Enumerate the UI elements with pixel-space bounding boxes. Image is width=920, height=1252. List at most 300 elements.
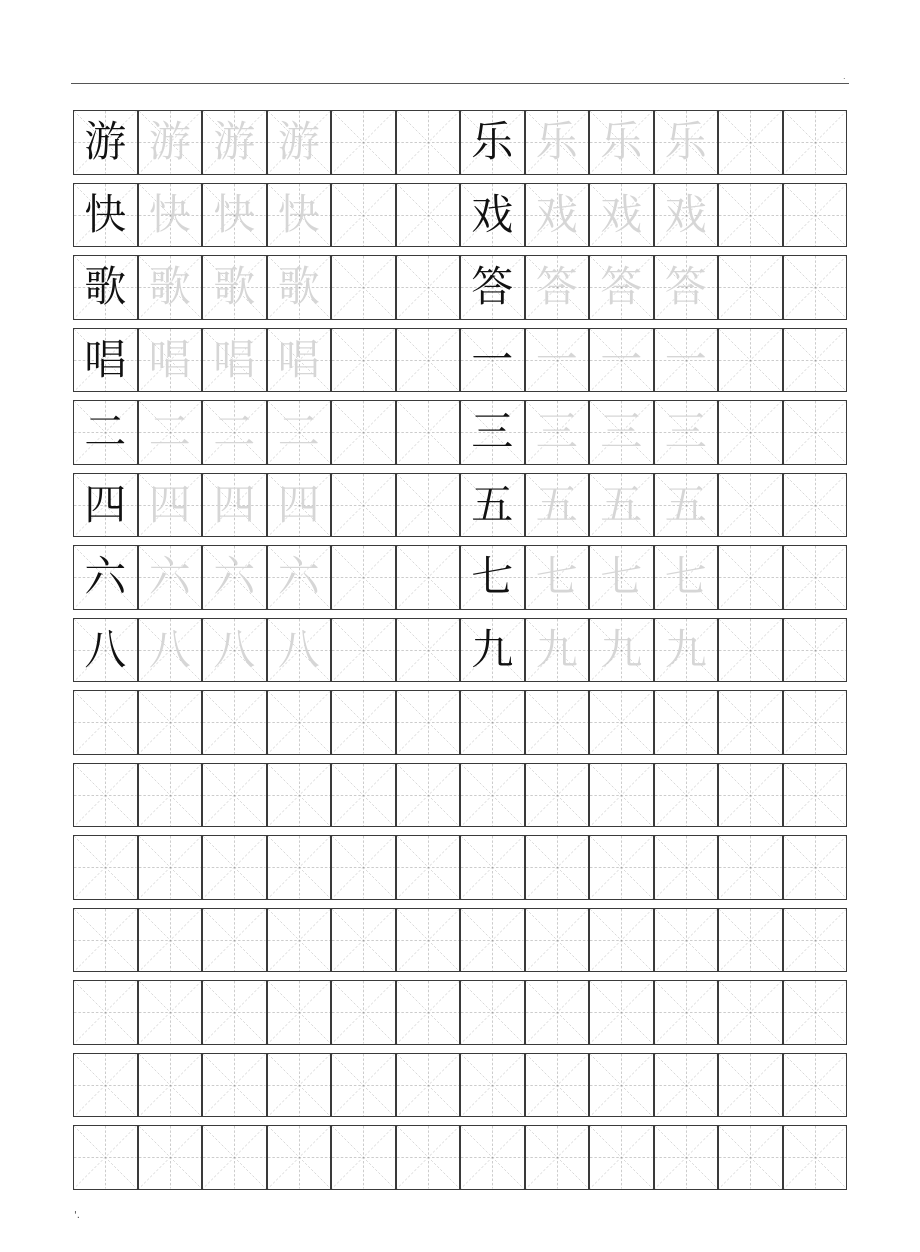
trace-character-cell [654, 690, 719, 755]
model-character-cell [460, 545, 525, 610]
trace-character: 九 [600, 624, 643, 674]
trace-character-cell [525, 690, 590, 755]
grid-guide-lines [526, 1054, 589, 1117]
grid-guide-lines [590, 981, 653, 1044]
model-character-cell [460, 980, 525, 1045]
blank-practice-cell [396, 980, 461, 1045]
trace-character-cell [138, 690, 203, 755]
blank-practice-cell [718, 545, 783, 610]
grid-guide-lines [332, 401, 395, 464]
grid-guide-lines [461, 764, 524, 827]
worksheet-row [73, 835, 847, 900]
grid-guide-lines [590, 691, 653, 754]
trace-character-cell [589, 908, 654, 973]
model-character-cell [73, 690, 138, 755]
trace-character-cell [525, 1125, 590, 1190]
grid-guide-lines [784, 256, 847, 319]
grid-guide-lines [397, 836, 460, 899]
grid-guide-lines [590, 1126, 653, 1189]
trace-character: 四 [277, 479, 320, 529]
model-character: 五 [471, 479, 514, 529]
trace-character: 戏 [535, 189, 578, 239]
trace-character: 八 [277, 624, 320, 674]
trace-character: 八 [148, 624, 191, 674]
trace-character-cell [654, 400, 719, 465]
trace-character-cell [525, 835, 590, 900]
grid-guide-lines [203, 836, 266, 899]
grid-guide-lines [719, 909, 782, 972]
trace-character-cell [202, 473, 267, 538]
model-character-cell [460, 763, 525, 828]
header-mark: . [843, 72, 846, 81]
grid-guide-lines [719, 764, 782, 827]
blank-practice-cell [396, 1125, 461, 1190]
trace-character-cell [525, 1053, 590, 1118]
trace-character-cell [202, 545, 267, 610]
trace-character-cell [138, 183, 203, 248]
trace-character-cell [202, 980, 267, 1045]
grid-guide-lines [784, 619, 847, 682]
trace-character-cell [267, 255, 332, 320]
trace-character: 四 [148, 479, 191, 529]
grid-guide-lines [397, 619, 460, 682]
trace-character: 一 [535, 334, 578, 384]
grid-guide-lines [332, 619, 395, 682]
blank-practice-cell [331, 110, 396, 175]
blank-practice-cell [718, 1053, 783, 1118]
model-character-cell [73, 1053, 138, 1118]
trace-character: 唱 [148, 334, 191, 384]
worksheet-row [73, 473, 847, 538]
trace-character: 二 [277, 407, 320, 457]
grid-guide-lines [719, 1054, 782, 1117]
trace-character-cell [138, 618, 203, 683]
trace-character-cell [589, 328, 654, 393]
trace-character-cell [589, 183, 654, 248]
trace-character: 答 [600, 262, 643, 312]
blank-practice-cell [718, 400, 783, 465]
trace-character: 歌 [277, 262, 320, 312]
model-character: 一 [471, 334, 514, 384]
blank-practice-cell [718, 763, 783, 828]
trace-character: 乐 [600, 117, 643, 167]
blank-practice-cell [396, 690, 461, 755]
trace-character: 乐 [664, 117, 707, 167]
grid-guide-lines [461, 836, 524, 899]
model-character-cell [460, 618, 525, 683]
trace-character: 一 [600, 334, 643, 384]
trace-character-cell [202, 763, 267, 828]
grid-guide-lines [268, 836, 331, 899]
blank-practice-cell [396, 1053, 461, 1118]
grid-guide-lines [655, 909, 718, 972]
grid-guide-lines [655, 1126, 718, 1189]
trace-character-cell [654, 110, 719, 175]
model-character: 八 [84, 624, 127, 674]
trace-character-cell [138, 328, 203, 393]
trace-character-cell [525, 908, 590, 973]
trace-character-cell [267, 763, 332, 828]
grid-guide-lines [719, 401, 782, 464]
blank-practice-cell [718, 908, 783, 973]
grid-guide-lines [461, 691, 524, 754]
trace-character: 歌 [148, 262, 191, 312]
grid-guide-lines [397, 401, 460, 464]
blank-practice-cell [396, 473, 461, 538]
worksheet-row [73, 255, 847, 320]
grid-guide-lines [74, 1126, 137, 1189]
grid-guide-lines [719, 329, 782, 392]
grid-guide-lines [74, 691, 137, 754]
writing-worksheet [73, 110, 847, 1198]
grid-guide-lines [74, 836, 137, 899]
trace-character-cell [202, 1053, 267, 1118]
grid-guide-lines [784, 329, 847, 392]
trace-character-cell [138, 980, 203, 1045]
blank-practice-cell [783, 1125, 848, 1190]
grid-guide-lines [139, 1054, 202, 1117]
grid-guide-lines [332, 111, 395, 174]
grid-guide-lines [332, 256, 395, 319]
model-character-cell [460, 1053, 525, 1118]
worksheet-row [73, 328, 847, 393]
blank-practice-cell [783, 618, 848, 683]
trace-character: 快 [148, 189, 191, 239]
trace-character-cell [525, 110, 590, 175]
blank-practice-cell [396, 110, 461, 175]
trace-character-cell [267, 835, 332, 900]
trace-character-cell [267, 183, 332, 248]
blank-practice-cell [718, 835, 783, 900]
trace-character: 四 [213, 479, 256, 529]
trace-character-cell [525, 980, 590, 1045]
trace-character-cell [138, 1125, 203, 1190]
blank-practice-cell [396, 328, 461, 393]
blank-practice-cell [783, 400, 848, 465]
trace-character: 乐 [535, 117, 578, 167]
grid-guide-lines [332, 329, 395, 392]
model-character-cell [73, 980, 138, 1045]
grid-guide-lines [203, 691, 266, 754]
blank-practice-cell [396, 835, 461, 900]
trace-character: 九 [664, 624, 707, 674]
grid-guide-lines [655, 764, 718, 827]
grid-guide-lines [397, 111, 460, 174]
trace-character-cell [589, 980, 654, 1045]
grid-guide-lines [203, 1126, 266, 1189]
grid-guide-lines [719, 256, 782, 319]
trace-character-cell [267, 618, 332, 683]
trace-character: 歌 [213, 262, 256, 312]
grid-guide-lines [461, 909, 524, 972]
trace-character-cell [202, 835, 267, 900]
worksheet-row [73, 110, 847, 175]
grid-guide-lines [526, 981, 589, 1044]
worksheet-row [73, 183, 847, 248]
trace-character-cell [138, 545, 203, 610]
grid-guide-lines [784, 764, 847, 827]
trace-character: 快 [213, 189, 256, 239]
grid-guide-lines [655, 691, 718, 754]
trace-character-cell [525, 618, 590, 683]
blank-practice-cell [783, 255, 848, 320]
grid-guide-lines [397, 184, 460, 247]
grid-guide-lines [784, 981, 847, 1044]
trace-character-cell [589, 835, 654, 900]
model-character-cell [460, 183, 525, 248]
grid-guide-lines [526, 836, 589, 899]
grid-guide-lines [526, 691, 589, 754]
trace-character-cell [138, 110, 203, 175]
trace-character-cell [525, 473, 590, 538]
blank-practice-cell [783, 473, 848, 538]
trace-character: 游 [213, 117, 256, 167]
blank-practice-cell [396, 183, 461, 248]
trace-character-cell [202, 690, 267, 755]
grid-guide-lines [784, 1126, 847, 1189]
grid-guide-lines [655, 836, 718, 899]
worksheet-row [73, 1053, 847, 1118]
trace-character-cell [525, 545, 590, 610]
trace-character-cell [138, 835, 203, 900]
model-character-cell [73, 545, 138, 610]
blank-practice-cell [331, 835, 396, 900]
trace-character: 答 [664, 262, 707, 312]
grid-guide-lines [719, 691, 782, 754]
grid-guide-lines [397, 256, 460, 319]
blank-practice-cell [783, 763, 848, 828]
trace-character-cell [589, 255, 654, 320]
blank-practice-cell [718, 690, 783, 755]
blank-practice-cell [331, 618, 396, 683]
trace-character: 唱 [277, 334, 320, 384]
trace-character: 三 [664, 407, 707, 457]
trace-character-cell [654, 328, 719, 393]
model-character-cell [73, 908, 138, 973]
trace-character-cell [267, 400, 332, 465]
grid-guide-lines [719, 1126, 782, 1189]
blank-practice-cell [331, 400, 396, 465]
grid-guide-lines [719, 546, 782, 609]
grid-guide-lines [397, 909, 460, 972]
trace-character-cell [138, 763, 203, 828]
trace-character: 游 [277, 117, 320, 167]
trace-character: 七 [535, 552, 578, 602]
trace-character: 七 [600, 552, 643, 602]
grid-guide-lines [268, 764, 331, 827]
grid-guide-lines [332, 981, 395, 1044]
model-character-cell [73, 400, 138, 465]
grid-guide-lines [268, 1126, 331, 1189]
trace-character: 答 [535, 262, 578, 312]
footer-mark: '. [74, 1210, 80, 1221]
model-character-cell [460, 690, 525, 755]
trace-character-cell [654, 763, 719, 828]
trace-character: 二 [148, 407, 191, 457]
blank-practice-cell [783, 980, 848, 1045]
model-character-cell [73, 110, 138, 175]
grid-guide-lines [74, 909, 137, 972]
trace-character-cell [589, 400, 654, 465]
trace-character: 三 [600, 407, 643, 457]
grid-guide-lines [397, 329, 460, 392]
blank-practice-cell [783, 328, 848, 393]
trace-character-cell [138, 255, 203, 320]
blank-practice-cell [331, 473, 396, 538]
model-character-cell [460, 835, 525, 900]
blank-practice-cell [331, 1053, 396, 1118]
grid-guide-lines [203, 1054, 266, 1117]
blank-practice-cell [396, 545, 461, 610]
blank-practice-cell [331, 545, 396, 610]
grid-guide-lines [784, 184, 847, 247]
grid-guide-lines [784, 546, 847, 609]
grid-guide-lines [268, 1054, 331, 1117]
trace-character: 游 [148, 117, 191, 167]
worksheet-row [73, 908, 847, 973]
grid-guide-lines [268, 691, 331, 754]
model-character-cell [73, 835, 138, 900]
blank-practice-cell [396, 255, 461, 320]
trace-character: 六 [277, 552, 320, 602]
grid-guide-lines [784, 836, 847, 899]
trace-character-cell [267, 1053, 332, 1118]
trace-character-cell [525, 328, 590, 393]
grid-guide-lines [590, 836, 653, 899]
model-character-cell [460, 328, 525, 393]
blank-practice-cell [718, 183, 783, 248]
grid-guide-lines [590, 764, 653, 827]
blank-practice-cell [331, 1125, 396, 1190]
blank-practice-cell [783, 1053, 848, 1118]
grid-guide-lines [139, 981, 202, 1044]
grid-guide-lines [784, 691, 847, 754]
grid-guide-lines [332, 1126, 395, 1189]
grid-guide-lines [74, 1054, 137, 1117]
grid-guide-lines [461, 1054, 524, 1117]
blank-practice-cell [783, 690, 848, 755]
grid-guide-lines [332, 546, 395, 609]
trace-character-cell [202, 908, 267, 973]
grid-guide-lines [268, 981, 331, 1044]
trace-character: 唱 [213, 334, 256, 384]
trace-character-cell [654, 1125, 719, 1190]
blank-practice-cell [783, 908, 848, 973]
worksheet-row [73, 980, 847, 1045]
model-character-cell [73, 473, 138, 538]
model-character: 答 [471, 262, 514, 312]
trace-character: 七 [664, 552, 707, 602]
blank-practice-cell [331, 328, 396, 393]
model-character: 二 [84, 407, 127, 457]
grid-guide-lines [655, 1054, 718, 1117]
grid-guide-lines [332, 1054, 395, 1117]
blank-practice-cell [783, 545, 848, 610]
trace-character-cell [267, 545, 332, 610]
blank-practice-cell [331, 763, 396, 828]
model-character-cell [460, 110, 525, 175]
trace-character-cell [202, 618, 267, 683]
grid-guide-lines [332, 691, 395, 754]
blank-practice-cell [783, 835, 848, 900]
trace-character-cell [138, 473, 203, 538]
header-rule [71, 83, 849, 84]
blank-practice-cell [783, 110, 848, 175]
blank-practice-cell [718, 618, 783, 683]
trace-character-cell [654, 255, 719, 320]
trace-character-cell [202, 328, 267, 393]
trace-character-cell [525, 183, 590, 248]
grid-guide-lines [139, 691, 202, 754]
trace-character-cell [202, 183, 267, 248]
model-character: 游 [84, 117, 127, 167]
grid-guide-lines [139, 764, 202, 827]
grid-guide-lines [397, 546, 460, 609]
trace-character-cell [654, 835, 719, 900]
grid-guide-lines [139, 1126, 202, 1189]
trace-character-cell [267, 908, 332, 973]
grid-guide-lines [139, 909, 202, 972]
grid-guide-lines [74, 981, 137, 1044]
model-character: 三 [471, 407, 514, 457]
grid-guide-lines [397, 1126, 460, 1189]
grid-guide-lines [784, 909, 847, 972]
grid-guide-lines [784, 474, 847, 537]
blank-practice-cell [396, 908, 461, 973]
trace-character-cell [267, 110, 332, 175]
trace-character-cell [589, 545, 654, 610]
trace-character-cell [654, 980, 719, 1045]
grid-guide-lines [719, 836, 782, 899]
worksheet-row [73, 545, 847, 610]
model-character: 七 [471, 552, 514, 602]
grid-guide-lines [784, 1054, 847, 1117]
grid-guide-lines [461, 1126, 524, 1189]
blank-practice-cell [718, 255, 783, 320]
trace-character-cell [267, 1125, 332, 1190]
grid-guide-lines [526, 909, 589, 972]
grid-guide-lines [268, 909, 331, 972]
model-character: 四 [84, 479, 127, 529]
model-character: 六 [84, 552, 127, 602]
blank-practice-cell [331, 255, 396, 320]
trace-character: 六 [213, 552, 256, 602]
grid-guide-lines [203, 909, 266, 972]
trace-character-cell [267, 328, 332, 393]
trace-character: 五 [664, 479, 707, 529]
trace-character: 快 [277, 189, 320, 239]
blank-practice-cell [396, 618, 461, 683]
model-character-cell [460, 473, 525, 538]
trace-character-cell [138, 400, 203, 465]
trace-character-cell [654, 545, 719, 610]
worksheet-row [73, 618, 847, 683]
grid-guide-lines [719, 111, 782, 174]
blank-practice-cell [331, 908, 396, 973]
grid-guide-lines [332, 474, 395, 537]
trace-character-cell [589, 618, 654, 683]
trace-character-cell [589, 1053, 654, 1118]
worksheet-row [73, 400, 847, 465]
trace-character: 五 [535, 479, 578, 529]
model-character-cell [73, 1125, 138, 1190]
blank-practice-cell [331, 980, 396, 1045]
trace-character-cell [589, 1125, 654, 1190]
trace-character: 八 [213, 624, 256, 674]
model-character-cell [73, 328, 138, 393]
trace-character: 九 [535, 624, 578, 674]
grid-guide-lines [784, 401, 847, 464]
